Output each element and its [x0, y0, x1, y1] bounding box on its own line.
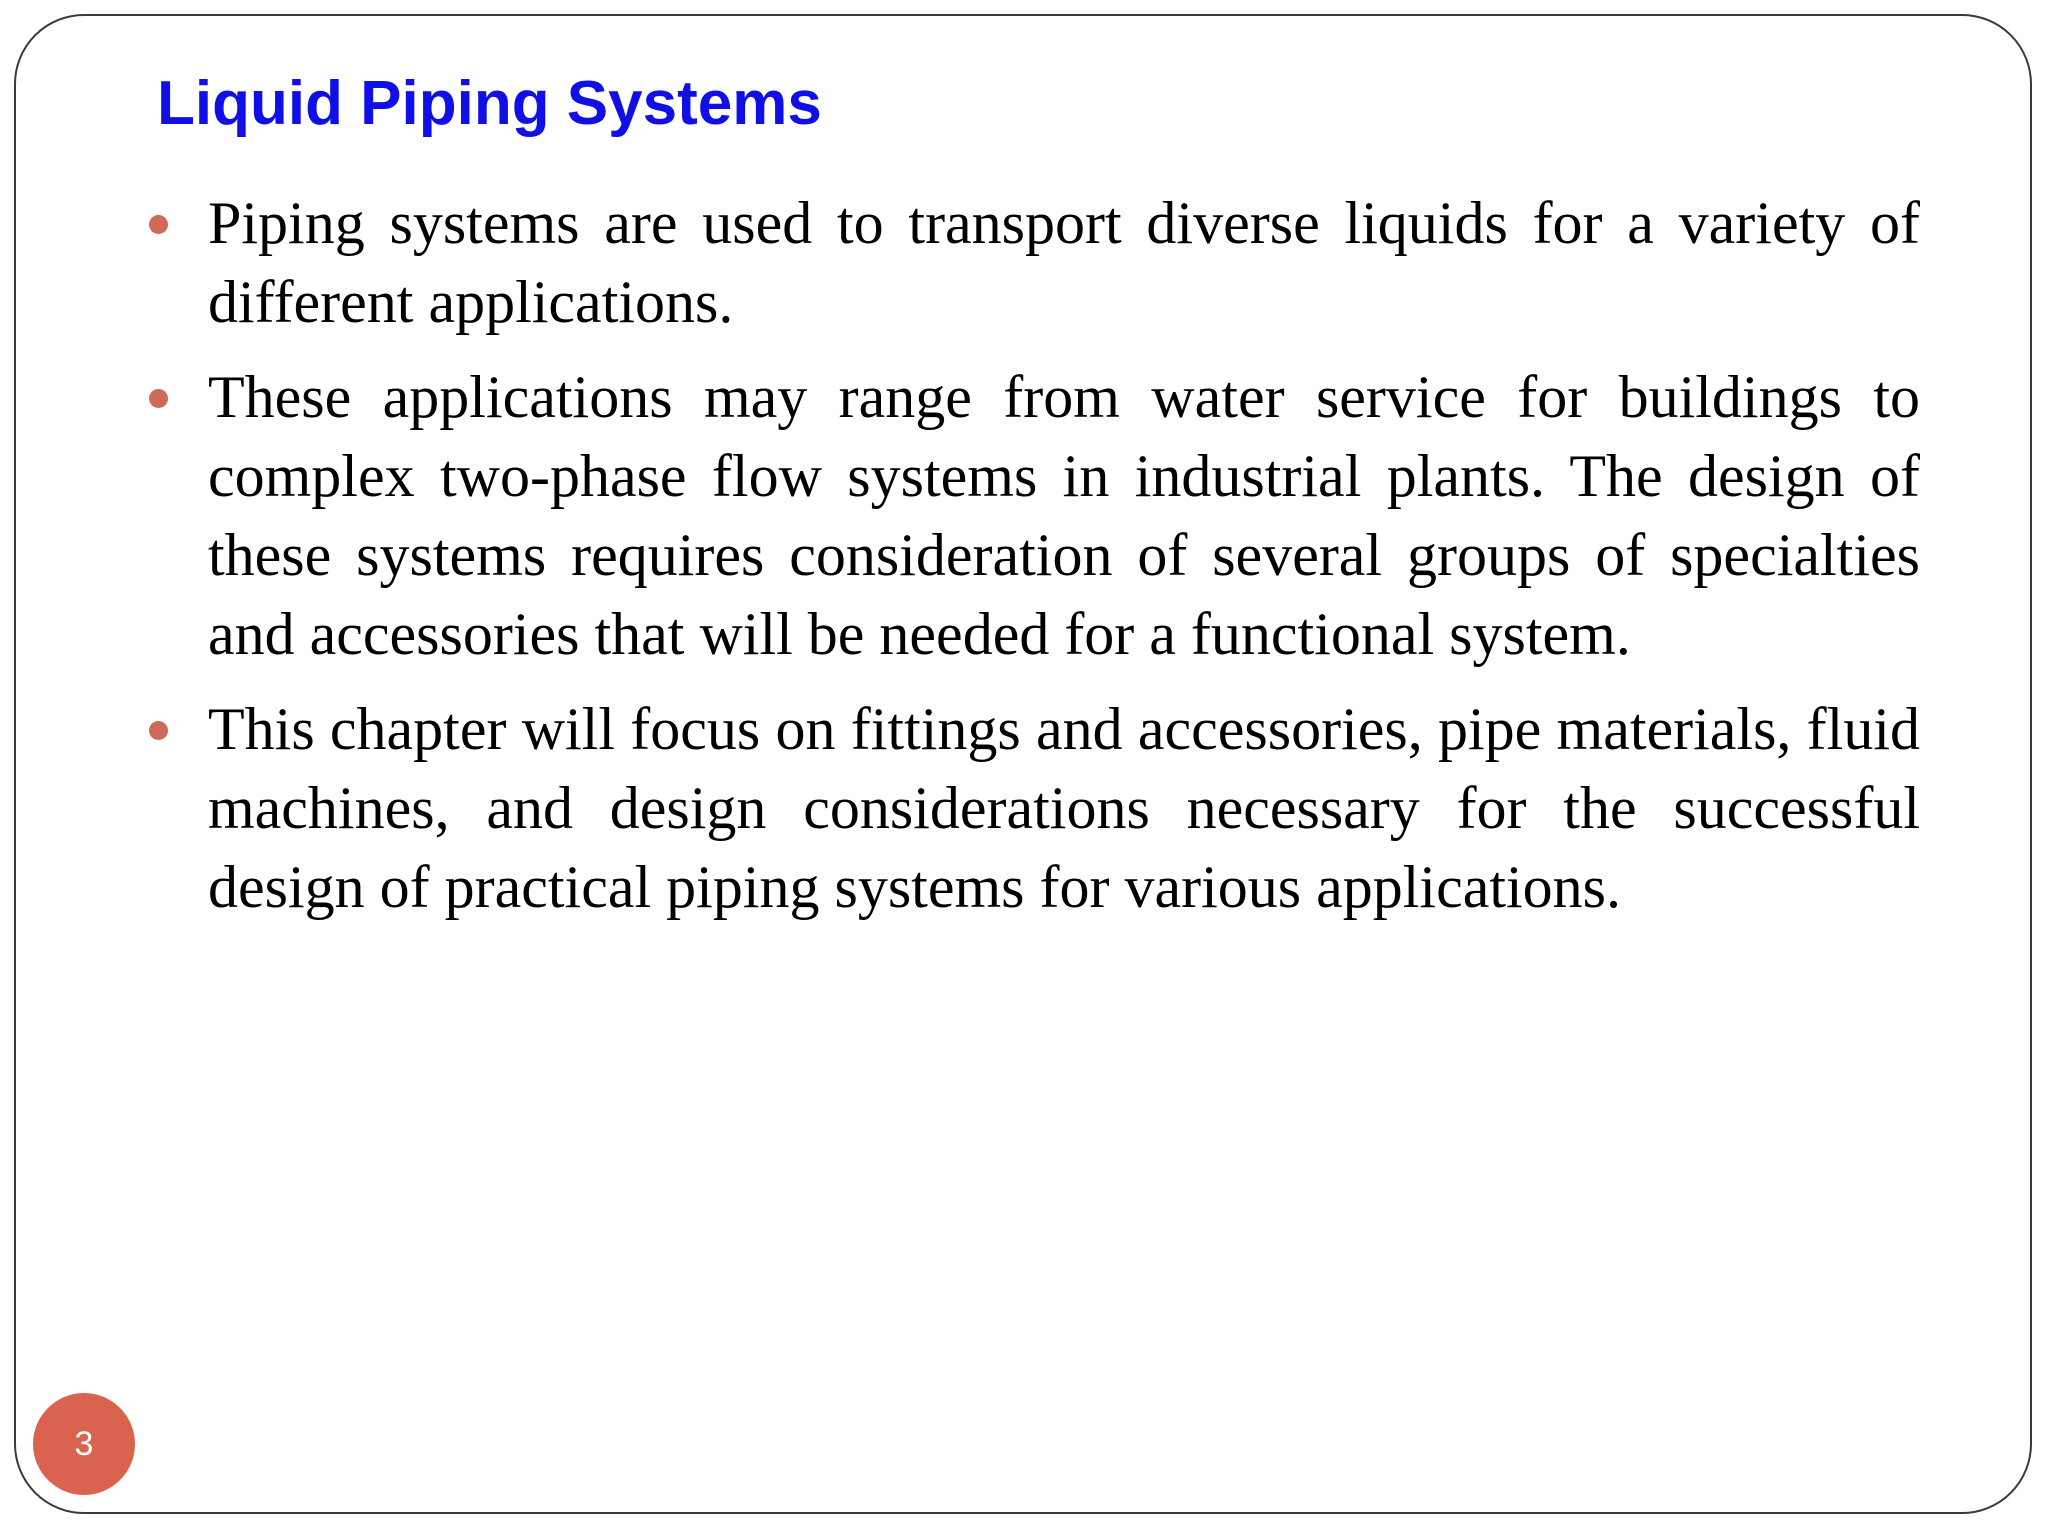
bullet-item [208, 184, 1920, 342]
slide-title: Liquid Piping Systems [157, 69, 822, 138]
bullet-item [208, 690, 1920, 927]
bullet-list [208, 184, 1920, 943]
bullet-text: Piping systems are used to transport diverse liquids for a variety of different applications. [208, 190, 1920, 335]
bullet-dot-icon [149, 389, 168, 408]
bullet-text: These applications may range from water service for buildings to complex two-phase flow systems in industrial plants. The design of these systems requires consideration of several groups of specialties and accessories that will be needed for a functional system. [208, 364, 1920, 667]
bullet-item [208, 358, 1920, 674]
bullet-dot-icon [149, 215, 168, 234]
page-number-badge: 3 [33, 1393, 135, 1495]
bullet-text: This chapter will focus on fittings and accessories, pipe materials, fluid machines, and design considerations necessary for the successful design of practical piping systems for various applications. [208, 696, 1920, 920]
bullet-dot-icon [149, 721, 168, 740]
